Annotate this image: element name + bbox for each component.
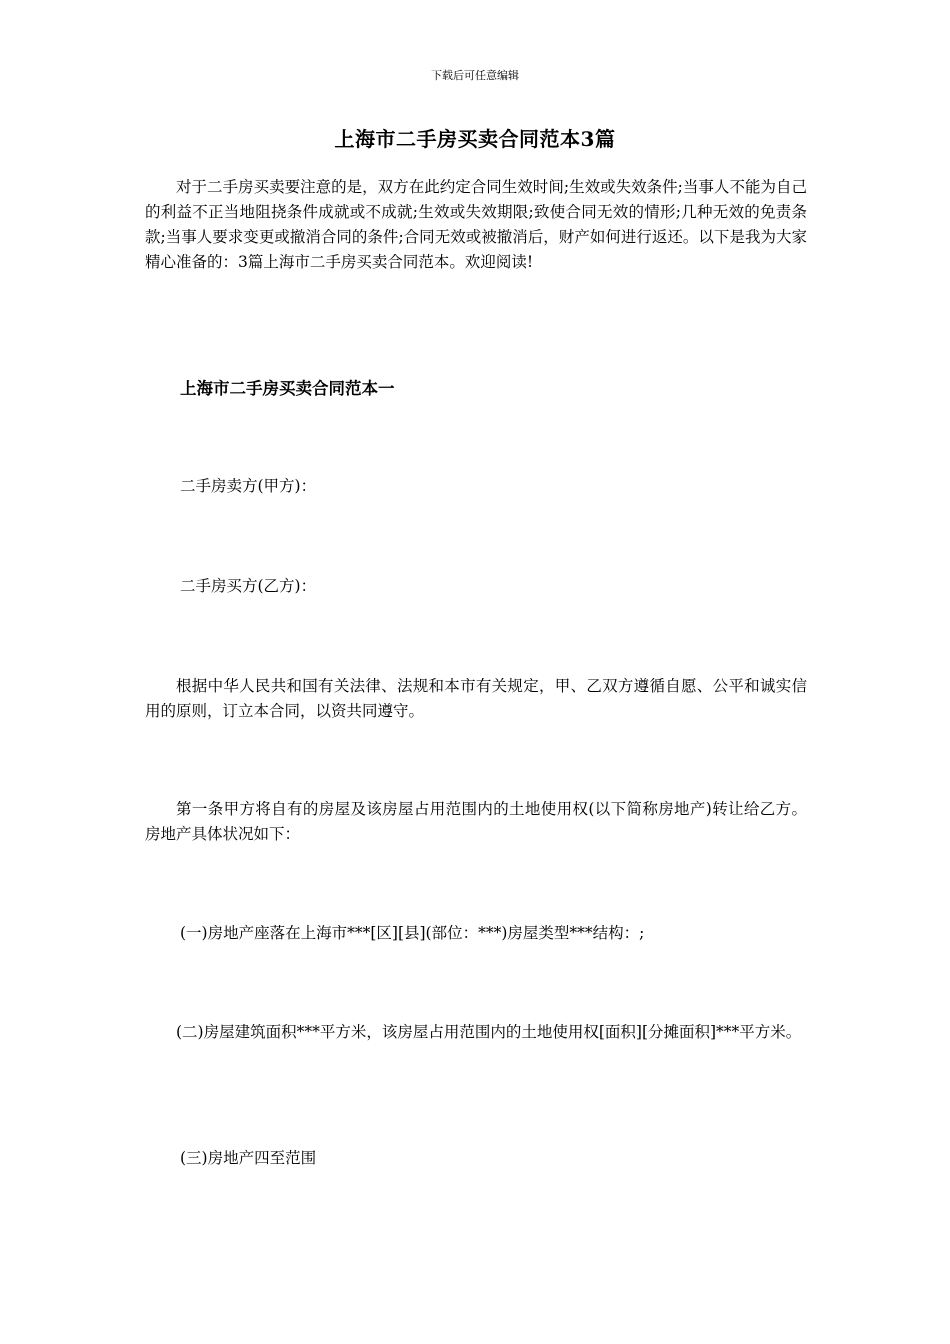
item-three-line: (三)房地产四至范围 — [180, 1149, 317, 1167]
section-title: 上海市二手房买卖合同范本一 — [180, 379, 395, 398]
seller-line: 二手房卖方(甲方)： — [180, 477, 317, 495]
article-one-paragraph: 第一条甲方将自有的房屋及该房屋占用范围内的土地使用权(以下简称房地产)转让给乙方。房地产具体状况如下： — [145, 800, 807, 843]
basis-paragraph: 根据中华人民共和国有关法律、法规和本市有关规定，甲、乙双方遵循自愿、公平和诚实信用的原则，订立本合同，以资共同遵守。 — [145, 677, 807, 720]
item-one-line: (一)房地产座落在上海市***[区][县](部位：***)房屋类型***结构：; — [180, 924, 645, 942]
intro-paragraph: 对于二手房买卖要注意的是，双方在此约定合同生效时间;生效或失效条件;当事人不能为自己的利益不正当地阻挠条件成就或不成就;生效或失效期限;致使合同无效的情形;几种无效的免责条款;当事人要求变更或撤消合同的条件;合同无效或被撤消后，财产如何进行返还。以下是我为大家精心准备的：3篇上海市二手房买卖合同范本。欢迎阅读! — [145, 178, 807, 271]
item-two-paragraph: (二)房屋建筑面积***平方米，该房屋占用范围内的土地使用权[面积][分摊面积]***平方米。 — [176, 1023, 802, 1041]
header-note: 下载后可任意编辑 — [431, 69, 519, 82]
buyer-line: 二手房买方(乙方)： — [180, 577, 317, 595]
document-title: 上海市二手房买卖合同范本3篇 — [334, 127, 616, 151]
